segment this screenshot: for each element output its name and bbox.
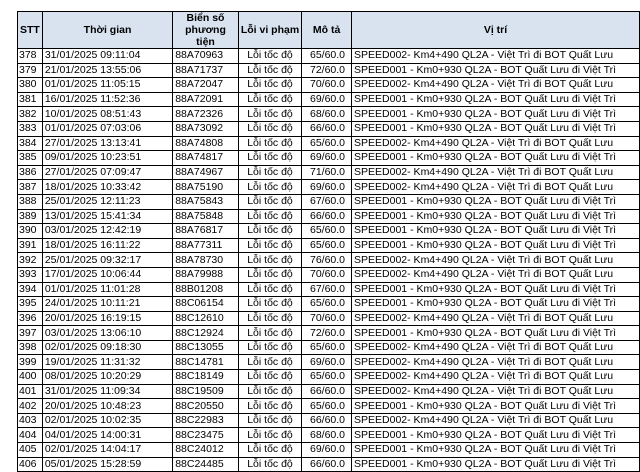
cell-stt: 403 <box>18 413 43 428</box>
cell-plate: 88C22983 <box>173 413 239 428</box>
cell-time: 09/01/2025 10:23:51 <box>42 151 172 166</box>
cell-violation: Lỗi tốc độ <box>238 224 301 239</box>
cell-description: 66/60.0 <box>302 121 352 136</box>
cell-violation: Lỗi tốc độ <box>238 209 301 224</box>
table-body <box>18 49 640 472</box>
cell-violation: Lỗi tốc độ <box>238 92 301 107</box>
cell-violation: Lỗi tốc độ <box>238 151 301 166</box>
cell-description: 72/60.0 <box>302 326 352 341</box>
cell-violation: Lỗi tốc độ <box>238 457 301 472</box>
table-row <box>18 297 640 312</box>
cell-description: 71/60.0 <box>302 165 352 180</box>
table-row <box>18 384 640 399</box>
cell-description: 65/60.0 <box>302 399 352 414</box>
violation-sheet <box>17 11 640 472</box>
cell-description: 65/60.0 <box>302 136 352 151</box>
cell-location: SPEED001 - Km0+930 QL2A - BOT Quất Lưu đi Việt Trì <box>352 443 640 458</box>
cell-location: SPEED002- Km4+490 QL2A - Việt Trì đi BOT Quất Lưu <box>352 78 640 93</box>
cell-plate: 88A72047 <box>173 78 239 93</box>
cell-time: 24/01/2025 10:11:21 <box>42 297 172 312</box>
table-row <box>18 209 640 224</box>
cell-violation: Lỗi tốc độ <box>238 107 301 122</box>
cell-plate: 88C14781 <box>173 355 239 370</box>
cell-description: 65/60.0 <box>302 297 352 312</box>
cell-location: SPEED002- Km4+490 QL2A - Việt Trì đi BOT Quất Lưu <box>352 267 640 282</box>
cell-plate: 88C24485 <box>173 457 239 472</box>
cell-plate: 88C18149 <box>173 370 239 385</box>
cell-violation: Lỗi tốc độ <box>238 194 301 209</box>
table-row <box>18 49 640 64</box>
cell-location: SPEED002- Km4+490 QL2A - Việt Trì đi BOT Quất Lưu <box>352 165 640 180</box>
cell-plate: 88C12610 <box>173 311 239 326</box>
cell-violation: Lỗi tốc độ <box>238 49 301 64</box>
cell-stt: 399 <box>18 355 43 370</box>
cell-plate: 88C12924 <box>173 326 239 341</box>
cell-description: 68/60.0 <box>302 428 352 443</box>
cell-description: 66/60.0 <box>302 209 352 224</box>
cell-location: SPEED002- Km4+490 QL2A - Việt Trì đi BOT Quất Lưu <box>352 253 640 268</box>
cell-description: 65/60.0 <box>302 238 352 253</box>
cell-violation: Lỗi tốc độ <box>238 136 301 151</box>
cell-time: 25/01/2025 09:32:17 <box>42 253 172 268</box>
violation-table <box>17 11 640 472</box>
cell-violation: Lỗi tốc độ <box>238 282 301 297</box>
cell-time: 03/01/2025 13:06:10 <box>42 326 172 341</box>
cell-violation: Lỗi tốc độ <box>238 238 301 253</box>
cell-plate: 88A74967 <box>173 165 239 180</box>
table-row <box>18 428 640 443</box>
cell-description: 66/60.0 <box>302 384 352 399</box>
cell-time: 08/01/2025 10:20:29 <box>42 370 172 385</box>
cell-plate: 88C13055 <box>173 340 239 355</box>
cell-time: 16/01/2025 11:52:36 <box>42 92 172 107</box>
table-row <box>18 194 640 209</box>
cell-stt: 385 <box>18 151 43 166</box>
cell-location: SPEED002- Km4+490 QL2A - Việt Trì đi BOT Quất Lưu <box>352 370 640 385</box>
cell-description: 65/60.0 <box>302 49 352 64</box>
cell-plate: 88A73092 <box>173 121 239 136</box>
cell-stt: 381 <box>18 92 43 107</box>
cell-plate: 88C23475 <box>173 428 239 443</box>
cell-description: 65/60.0 <box>302 224 352 239</box>
cell-plate: 88A70963 <box>173 49 239 64</box>
cell-location: SPEED001 - Km0+930 QL2A - BOT Quất Lưu đi Việt Trì <box>352 457 640 472</box>
cell-violation: Lỗi tốc độ <box>238 267 301 282</box>
table-row <box>18 413 640 428</box>
cell-description: 66/60.0 <box>302 457 352 472</box>
table-header-row <box>18 12 640 49</box>
cell-time: 01/01/2025 11:01:28 <box>42 282 172 297</box>
cell-stt: 396 <box>18 311 43 326</box>
cell-plate: 88C24012 <box>173 443 239 458</box>
cell-location: SPEED001 - Km0+930 QL2A - BOT Quất Lưu đi Việt Trì <box>352 297 640 312</box>
cell-time: 20/01/2025 16:19:15 <box>42 311 172 326</box>
cell-violation: Lỗi tốc độ <box>238 121 301 136</box>
cell-stt: 393 <box>18 267 43 282</box>
table-row <box>18 238 640 253</box>
cell-stt: 404 <box>18 428 43 443</box>
cell-stt: 383 <box>18 121 43 136</box>
cell-location: SPEED001 - Km0+930 QL2A - BOT Quất Lưu đi Việt Trì <box>352 209 640 224</box>
cell-description: 67/60.0 <box>302 282 352 297</box>
cell-time: 02/01/2025 09:18:30 <box>42 340 172 355</box>
cell-time: 02/01/2025 10:02:35 <box>42 413 172 428</box>
cell-stt: 405 <box>18 443 43 458</box>
cell-location: SPEED001 - Km0+930 QL2A - BOT Quất Lưu đi Việt Trì <box>352 63 640 78</box>
cell-violation: Lỗi tốc độ <box>238 180 301 195</box>
header-plate: Biển số phương tiện <box>173 12 239 49</box>
cell-stt: 391 <box>18 238 43 253</box>
cell-plate: 88C20550 <box>173 399 239 414</box>
cell-violation: Lỗi tốc độ <box>238 443 301 458</box>
cell-description: 70/60.0 <box>302 78 352 93</box>
cell-stt: 400 <box>18 370 43 385</box>
cell-violation: Lỗi tốc độ <box>238 340 301 355</box>
cell-stt: 392 <box>18 253 43 268</box>
table-row <box>18 267 640 282</box>
cell-stt: 406 <box>18 457 43 472</box>
cell-plate: 88A71737 <box>173 63 239 78</box>
cell-stt: 401 <box>18 384 43 399</box>
cell-location: SPEED002- Km4+490 QL2A - Việt Trì đi BOT Quất Lưu <box>352 311 640 326</box>
cell-description: 66/60.0 <box>302 413 352 428</box>
cell-violation: Lỗi tốc độ <box>238 63 301 78</box>
cell-description: 70/60.0 <box>302 267 352 282</box>
cell-time: 18/01/2025 16:11:22 <box>42 238 172 253</box>
cell-stt: 387 <box>18 180 43 195</box>
header-violation: Lỗi vi phạm <box>238 12 301 49</box>
cell-time: 27/01/2025 07:09:47 <box>42 165 172 180</box>
table-row <box>18 165 640 180</box>
cell-violation: Lỗi tốc độ <box>238 253 301 268</box>
cell-time: 04/01/2025 14:00:31 <box>42 428 172 443</box>
table-row <box>18 121 640 136</box>
cell-time: 03/01/2025 12:42:19 <box>42 224 172 239</box>
cell-violation: Lỗi tốc độ <box>238 413 301 428</box>
header-stt: STT <box>18 12 43 49</box>
cell-location: SPEED002- Km4+490 QL2A - Việt Trì đi BOT Quất Lưu <box>352 136 640 151</box>
cell-location: SPEED001 - Km0+930 QL2A - BOT Quất Lưu đi Việt Trì <box>352 151 640 166</box>
cell-plate: 88C06154 <box>173 297 239 312</box>
table-row <box>18 399 640 414</box>
cell-stt: 398 <box>18 340 43 355</box>
cell-description: 68/60.0 <box>302 107 352 122</box>
cell-location: SPEED001 - Km0+930 QL2A - BOT Quất Lưu đi Việt Trì <box>352 238 640 253</box>
cell-location: SPEED001 - Km0+930 QL2A - BOT Quất Lưu đi Việt Trì <box>352 107 640 122</box>
cell-description: 76/60.0 <box>302 253 352 268</box>
cell-plate: 88A78730 <box>173 253 239 268</box>
cell-plate: 88A79988 <box>173 267 239 282</box>
cell-location: SPEED001 - Km0+930 QL2A - BOT Quất Lưu đi Việt Trì <box>352 428 640 443</box>
cell-description: 69/60.0 <box>302 151 352 166</box>
cell-time: 18/01/2025 10:33:42 <box>42 180 172 195</box>
cell-time: 31/01/2025 11:09:34 <box>42 384 172 399</box>
cell-stt: 395 <box>18 297 43 312</box>
table-row <box>18 136 640 151</box>
cell-description: 69/60.0 <box>302 180 352 195</box>
header-description: Mô tả <box>302 12 352 49</box>
cell-location: SPEED002- Km4+490 QL2A - Việt Trì đi BOT Quất Lưu <box>352 49 640 64</box>
table-row <box>18 78 640 93</box>
cell-stt: 380 <box>18 78 43 93</box>
cell-location: SPEED002- Km4+490 QL2A - Việt Trì đi BOT Quất Lưu <box>352 355 640 370</box>
cell-stt: 388 <box>18 194 43 209</box>
cell-plate: 88A74808 <box>173 136 239 151</box>
cell-time: 01/01/2025 07:03:06 <box>42 121 172 136</box>
cell-violation: Lỗi tốc độ <box>238 370 301 385</box>
cell-time: 21/01/2025 13:55:06 <box>42 63 172 78</box>
cell-description: 65/60.0 <box>302 370 352 385</box>
cell-plate: 88A75843 <box>173 194 239 209</box>
cell-plate: 88C19509 <box>173 384 239 399</box>
cell-stt: 397 <box>18 326 43 341</box>
cell-stt: 386 <box>18 165 43 180</box>
cell-time: 27/01/2025 13:13:41 <box>42 136 172 151</box>
cell-violation: Lỗi tốc độ <box>238 165 301 180</box>
table-row <box>18 457 640 472</box>
cell-location: SPEED001 - Km0+930 QL2A - BOT Quất Lưu đi Việt Trì <box>352 224 640 239</box>
table-row <box>18 180 640 195</box>
cell-plate: 88A72091 <box>173 92 239 107</box>
cell-stt: 378 <box>18 49 43 64</box>
cell-time: 25/01/2025 12:11:23 <box>42 194 172 209</box>
cell-location: SPEED002- Km4+490 QL2A - Việt Trì đi BOT Quất Lưu <box>352 180 640 195</box>
cell-stt: 389 <box>18 209 43 224</box>
cell-stt: 384 <box>18 136 43 151</box>
cell-time: 19/01/2025 11:31:32 <box>42 355 172 370</box>
cell-plate: 88A76817 <box>173 224 239 239</box>
cell-stt: 394 <box>18 282 43 297</box>
cell-violation: Lỗi tốc độ <box>238 428 301 443</box>
cell-plate: 88B01208 <box>173 282 239 297</box>
table-row <box>18 311 640 326</box>
cell-time: 17/01/2025 10:06:44 <box>42 267 172 282</box>
cell-time: 02/01/2025 14:04:17 <box>42 443 172 458</box>
cell-time: 05/01/2025 15:28:59 <box>42 457 172 472</box>
cell-plate: 88A74817 <box>173 151 239 166</box>
cell-stt: 382 <box>18 107 43 122</box>
cell-violation: Lỗi tốc độ <box>238 78 301 93</box>
table-row <box>18 224 640 239</box>
cell-plate: 88A75190 <box>173 180 239 195</box>
table-row <box>18 253 640 268</box>
cell-location: SPEED001 - Km0+930 QL2A - BOT Quất Lưu đi Việt Trì <box>352 121 640 136</box>
cell-location: SPEED002- Km4+490 QL2A - Việt Trì đi BOT Quất Lưu <box>352 413 640 428</box>
cell-description: 69/60.0 <box>302 355 352 370</box>
header-location: Vị trí <box>352 12 640 49</box>
table-row <box>18 92 640 107</box>
cell-violation: Lỗi tốc độ <box>238 399 301 414</box>
header-time: Thời gian <box>42 12 172 49</box>
cell-plate: 88A77311 <box>173 238 239 253</box>
cell-location: SPEED002- Km4+490 QL2A - Việt Trì đi BOT Quất Lưu <box>352 384 640 399</box>
table-row <box>18 326 640 341</box>
cell-description: 69/60.0 <box>302 92 352 107</box>
table-row <box>18 107 640 122</box>
cell-location: SPEED001 - Km0+930 QL2A - BOT Quất Lưu đi Việt Trì <box>352 282 640 297</box>
table-row <box>18 370 640 385</box>
cell-violation: Lỗi tốc độ <box>238 355 301 370</box>
cell-time: 10/01/2025 08:51:43 <box>42 107 172 122</box>
cell-violation: Lỗi tốc độ <box>238 297 301 312</box>
cell-time: 01/01/2025 11:05:15 <box>42 78 172 93</box>
table-row <box>18 340 640 355</box>
cell-stt: 390 <box>18 224 43 239</box>
cell-violation: Lỗi tốc độ <box>238 326 301 341</box>
cell-stt: 402 <box>18 399 43 414</box>
table-row <box>18 282 640 297</box>
cell-description: 72/60.0 <box>302 63 352 78</box>
cell-description: 65/60.0 <box>302 340 352 355</box>
cell-plate: 88A75848 <box>173 209 239 224</box>
cell-violation: Lỗi tốc độ <box>238 311 301 326</box>
cell-time: 20/01/2025 10:48:23 <box>42 399 172 414</box>
cell-description: 67/60.0 <box>302 194 352 209</box>
cell-time: 31/01/2025 09:11:04 <box>42 49 172 64</box>
cell-plate: 88A72326 <box>173 107 239 122</box>
table-row <box>18 63 640 78</box>
table-row <box>18 443 640 458</box>
table-row <box>18 355 640 370</box>
cell-description: 70/60.0 <box>302 311 352 326</box>
table-row <box>18 151 640 166</box>
cell-time: 13/01/2025 15:41:34 <box>42 209 172 224</box>
cell-location: SPEED001 - Km0+930 QL2A - BOT Quất Lưu đi Việt Trì <box>352 399 640 414</box>
cell-location: SPEED001 - Km0+930 QL2A - BOT Quất Lưu đi Việt Trì <box>352 194 640 209</box>
cell-stt: 379 <box>18 63 43 78</box>
cell-description: 69/60.0 <box>302 443 352 458</box>
cell-location: SPEED001 - Km0+930 QL2A - BOT Quất Lưu đi Việt Trì <box>352 92 640 107</box>
cell-location: SPEED002- Km4+490 QL2A - Việt Trì đi BOT Quất Lưu <box>352 340 640 355</box>
cell-location: SPEED001 - Km0+930 QL2A - BOT Quất Lưu đi Việt Trì <box>352 326 640 341</box>
cell-violation: Lỗi tốc độ <box>238 384 301 399</box>
